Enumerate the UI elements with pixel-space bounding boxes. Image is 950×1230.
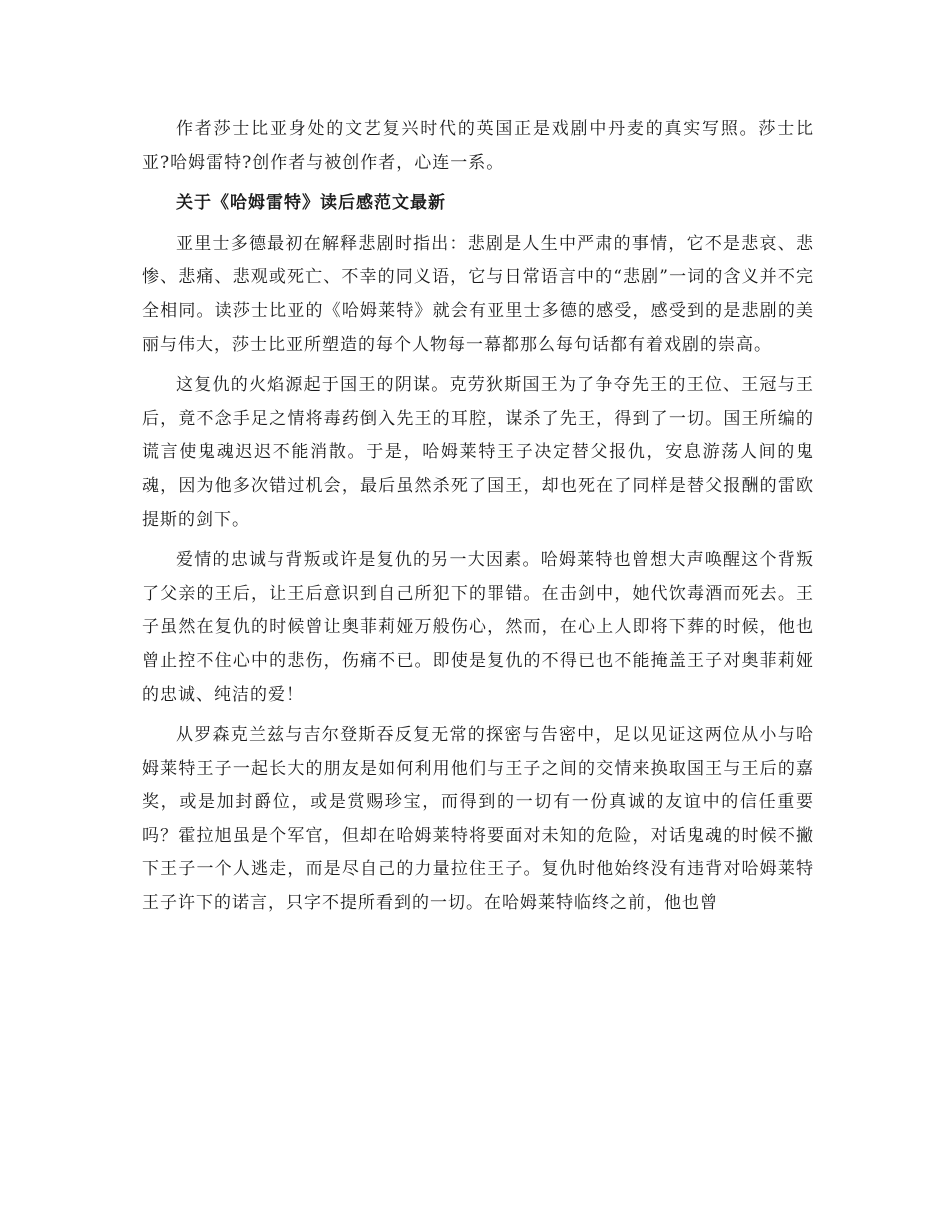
body-paragraph: 从罗森克兰兹与吉尔登斯吞反复无常的探密与告密中，足以见证这两位从小与哈姆莱特王子一起长大的朋友是如何利用他们与王子之间的交情来换取国王与王后的嘉奖，或是加封爵位，或是赏赐珍宝，而得到的一切有一份真诚的友谊中的信任重要吗？霍拉旭虽是个军官，但却在哈姆莱特将要面对未知的危险，对话鬼魂的时候不撇下王子一个人逃走，而是尽自己的力量拉住王子。复仇时他始终没有违背对哈姆莱特王子许下的诺言，只字不提所看到的一切。在哈姆莱特临终之前，他也曾 — [142, 725, 814, 914]
body-paragraph: 爱情的忠诚与背叛或许是复仇的另一大因素。哈姆莱特也曾想大声唤醒这个背叛了父亲的王后，让王后意识到自己所犯下的罪错。在击剑中，她代饮毒酒而死去。王子虽然在复仇的时候曾让奥菲莉娅万般伤心，然而，在心上人即将下葬的时候，他也曾止控不住心中的悲伤，伤痛不已。即使是复仇的不得已也不能掩盖王子对奥菲莉娅的忠诚、纯洁的爱！ — [142, 550, 814, 705]
document-body — [142, 113, 814, 928]
section-heading: 关于《哈姆雷特》读后感范文最新 — [176, 193, 446, 214]
body-paragraph: 这复仇的火焰源起于国王的阴谋。克劳狄斯国王为了争夺先王的王位、王冠与王后，竟不念手足之情将毒药倒入先王的耳腔，谋杀了先王，得到了一切。国王所编的谎言使鬼魂迟迟不能消散。于是，哈姆莱特王子决定替父报仇，安息游荡人间的鬼魂，因为他多次错过机会，最后虽然杀死了国王，却也死在了同样是替父报酬的雷欧提斯的剑下。 — [142, 375, 814, 530]
intro-paragraph: 作者莎士比亚身处的文艺复兴时代的英国正是戏剧中丹麦的真实写照。莎士比亚?哈姆雷特?创作者与被创作者，心连一系。 — [142, 119, 814, 173]
body-paragraph: 亚里士多德最初在解释悲剧时指出：悲剧是人生中严肃的事情，它不是悲哀、悲惨、悲痛、悲观或死亡、不幸的同义语，它与日常语言中的“悲剧”一词的含义并不完全相同。读莎士比亚的《哈姆莱特》就会有亚里士多德的感受，感受到的是悲剧的美丽与伟大，莎士比亚所塑造的每个人物每一幕都那么每句话都有着戏剧的崇高。 — [142, 233, 814, 355]
